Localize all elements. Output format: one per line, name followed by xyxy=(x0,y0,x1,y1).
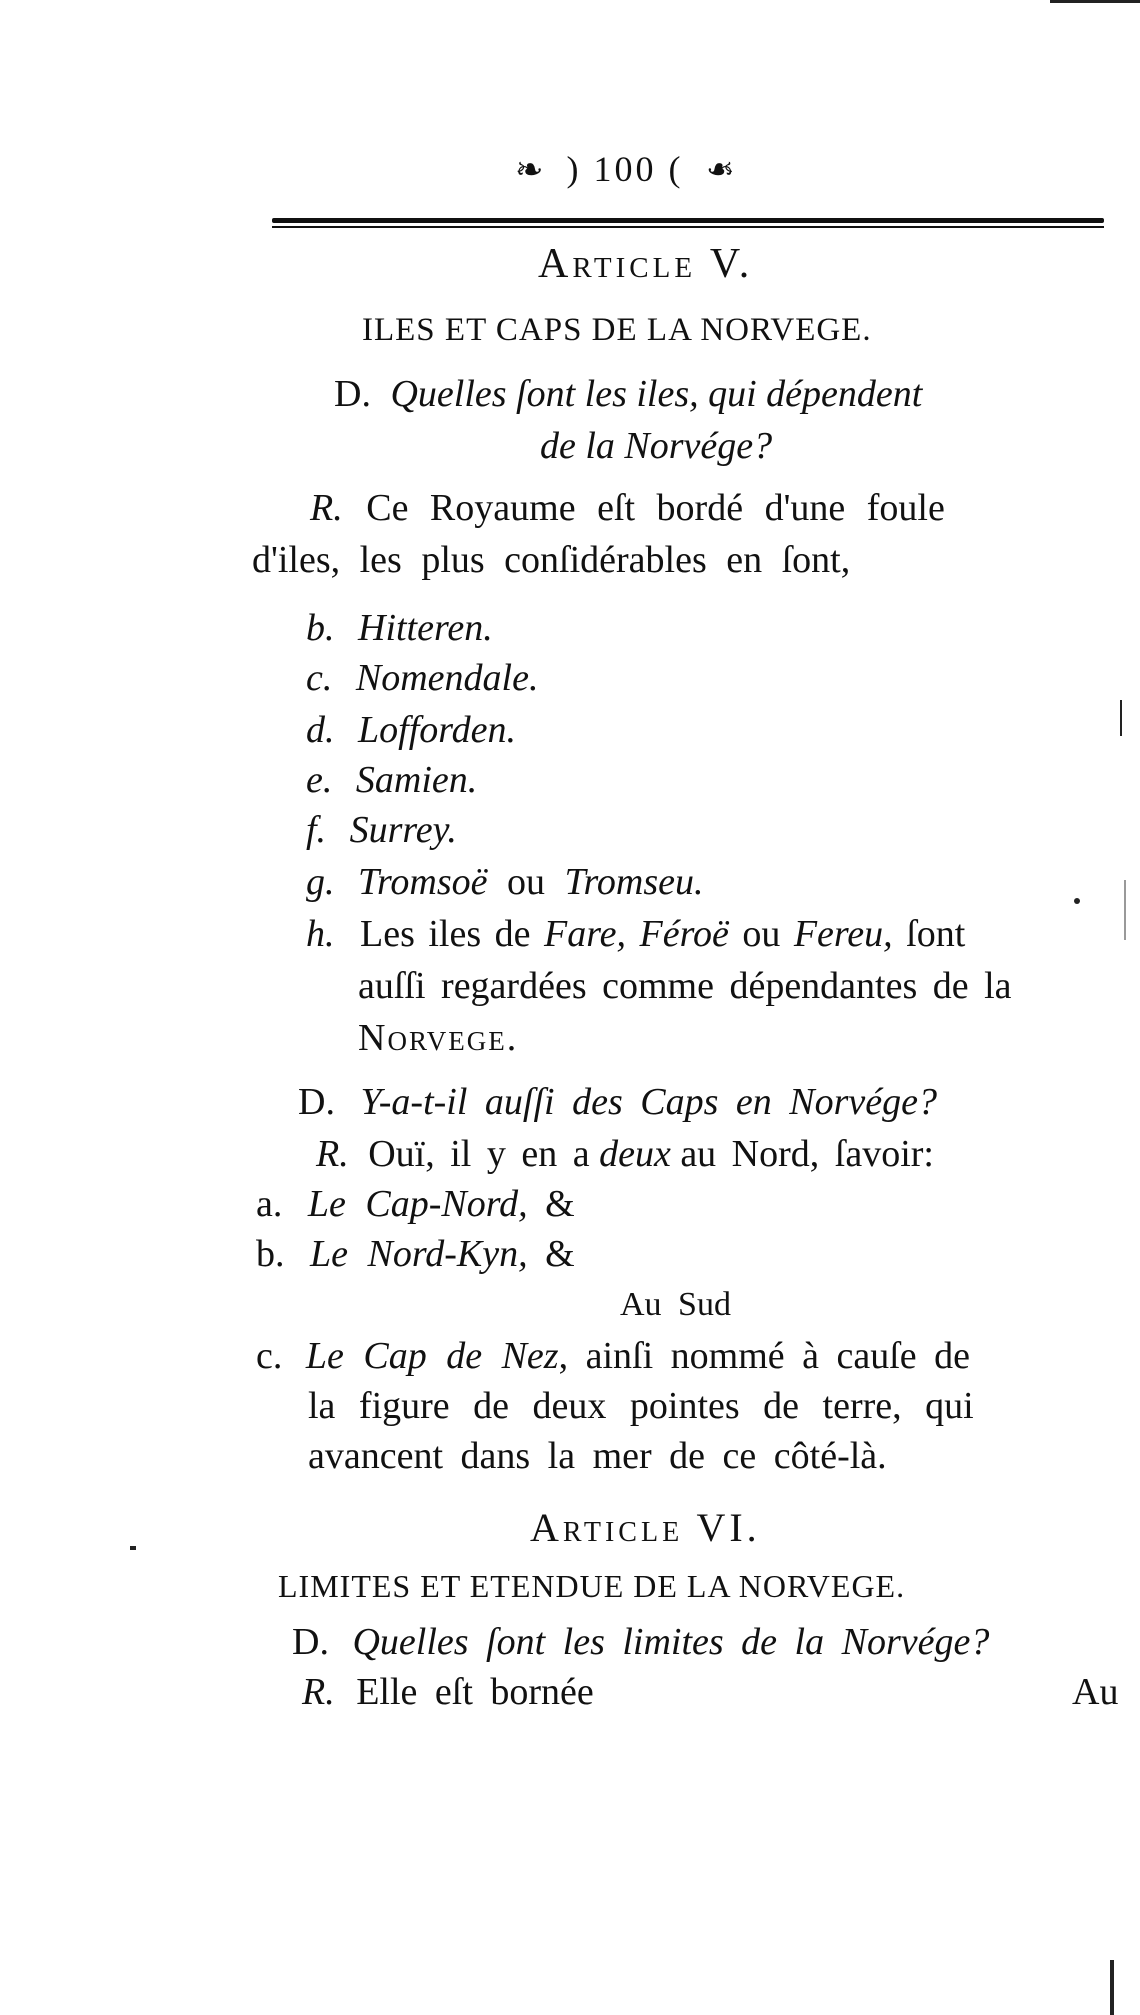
cap-c-line3: avancent dans la mer de ce côté-là. xyxy=(308,1435,887,1477)
left-ornament-icon: ❧ xyxy=(515,152,544,189)
page-header xyxy=(515,148,735,190)
ampersand: & xyxy=(545,1233,575,1275)
edge-mark xyxy=(1120,700,1122,736)
island-name: Tromsoë xyxy=(358,861,488,903)
answer-text: Ouï, il y en a xyxy=(368,1133,590,1175)
answer-1-line2: d'iles, les plus conſidérables en ſont, xyxy=(252,539,851,581)
island-name: Nomendale. xyxy=(355,657,539,699)
island-name: Lofforden. xyxy=(358,709,516,751)
list-item-h xyxy=(306,912,965,956)
cap-b xyxy=(256,1232,575,1276)
article-v-title: ILES ET CAPS DE LA NORVEGE. xyxy=(362,312,872,348)
header-rule xyxy=(272,218,1104,223)
catchword: Au xyxy=(1072,1671,1119,1713)
question-text: Quelles ſont les iles, qui dépendent xyxy=(390,373,923,415)
cap-name: Le Nord-Kyn, xyxy=(310,1233,528,1275)
list-item xyxy=(306,758,477,802)
question-text: Y-a-t-il auſſi des Caps en Norvége? xyxy=(360,1081,937,1123)
cap-c xyxy=(256,1334,970,1378)
article-vi-heading: Article VI. xyxy=(530,1505,761,1550)
island-name: Fereu, xyxy=(793,913,893,955)
text: Les iles de xyxy=(360,913,531,955)
answer-label: R. xyxy=(310,487,343,529)
list-letter: d. xyxy=(306,709,335,751)
edge-mark xyxy=(1124,880,1126,940)
speck xyxy=(1074,898,1080,904)
list-item-h-line2: auſſi regardées comme dépendantes de la xyxy=(358,965,1012,1007)
island-name: Tromseu. xyxy=(564,861,704,903)
edge-mark xyxy=(1050,0,1140,3)
island-name: Hitteren. xyxy=(358,607,493,649)
cap-name: Le Cap-Nord, xyxy=(307,1183,528,1225)
list-letter: b. xyxy=(256,1233,285,1275)
answer-2 xyxy=(316,1132,934,1176)
island-name: Féroë xyxy=(639,913,729,955)
question-label: D. xyxy=(298,1081,335,1123)
list-letter: a. xyxy=(256,1183,283,1225)
answer-text: Elle eſt bornée xyxy=(356,1671,594,1713)
list-item-g xyxy=(306,860,704,904)
list-letter: f. xyxy=(306,809,327,851)
list-letter: c. xyxy=(306,657,333,699)
question-label: D. xyxy=(334,373,371,415)
article-v-heading: Article V. xyxy=(538,241,754,287)
cap-name: Le Cap de Nez xyxy=(305,1335,559,1377)
list-letter: e. xyxy=(306,759,333,801)
list-item-h-line3: Norvege. xyxy=(358,1017,519,1059)
question-1-line2: de la Norvége? xyxy=(540,425,773,467)
conjunction: ou xyxy=(742,913,781,955)
text: , ainſi nommé à cauſe de xyxy=(558,1335,971,1377)
text: ſont xyxy=(906,913,966,955)
island-name: Surrey. xyxy=(349,809,457,851)
answer-text: Ce Royaume eſt bordé d'une foule xyxy=(366,487,945,529)
question-text: Quelles ſont les limites de la Norvége? xyxy=(352,1621,990,1663)
article-vi-title: LIMITES ET ETENDUE DE LA NORVEGE. xyxy=(278,1568,906,1604)
list-letter: g. xyxy=(306,861,335,903)
list-item xyxy=(306,708,516,752)
list-letter: b. xyxy=(306,607,335,649)
answer-emphasis: deux xyxy=(599,1133,671,1175)
list-item xyxy=(306,656,538,700)
question-label: D. xyxy=(292,1621,329,1663)
answer-label: R. xyxy=(316,1133,349,1175)
cap-c-line2: la figure de deux pointes de terre, qui xyxy=(308,1385,974,1427)
list-item xyxy=(306,606,493,650)
edge-mark xyxy=(1110,1960,1114,2015)
island-name: Samien. xyxy=(355,759,478,801)
answer-text: au Nord, ſavoir: xyxy=(680,1133,934,1175)
right-ornament-icon: ❧ xyxy=(706,152,735,189)
list-letter: h. xyxy=(306,913,335,955)
cap-a xyxy=(256,1182,575,1226)
ampersand: & xyxy=(545,1183,575,1225)
answer-3 xyxy=(302,1670,594,1714)
answer-1-line1 xyxy=(310,486,945,530)
question-1 xyxy=(334,372,922,416)
question-2 xyxy=(298,1080,937,1124)
list-item xyxy=(306,808,457,852)
page-number: ) 100 ( xyxy=(566,149,684,189)
header-rule-thin xyxy=(272,226,1104,228)
list-letter: c. xyxy=(256,1335,283,1377)
answer-label: R. xyxy=(302,1671,335,1713)
conjunction: ou xyxy=(507,861,546,903)
au-sud: Au Sud xyxy=(620,1286,731,1323)
island-name: Fare, xyxy=(544,913,626,955)
speck xyxy=(130,1546,136,1550)
question-3 xyxy=(292,1620,989,1664)
